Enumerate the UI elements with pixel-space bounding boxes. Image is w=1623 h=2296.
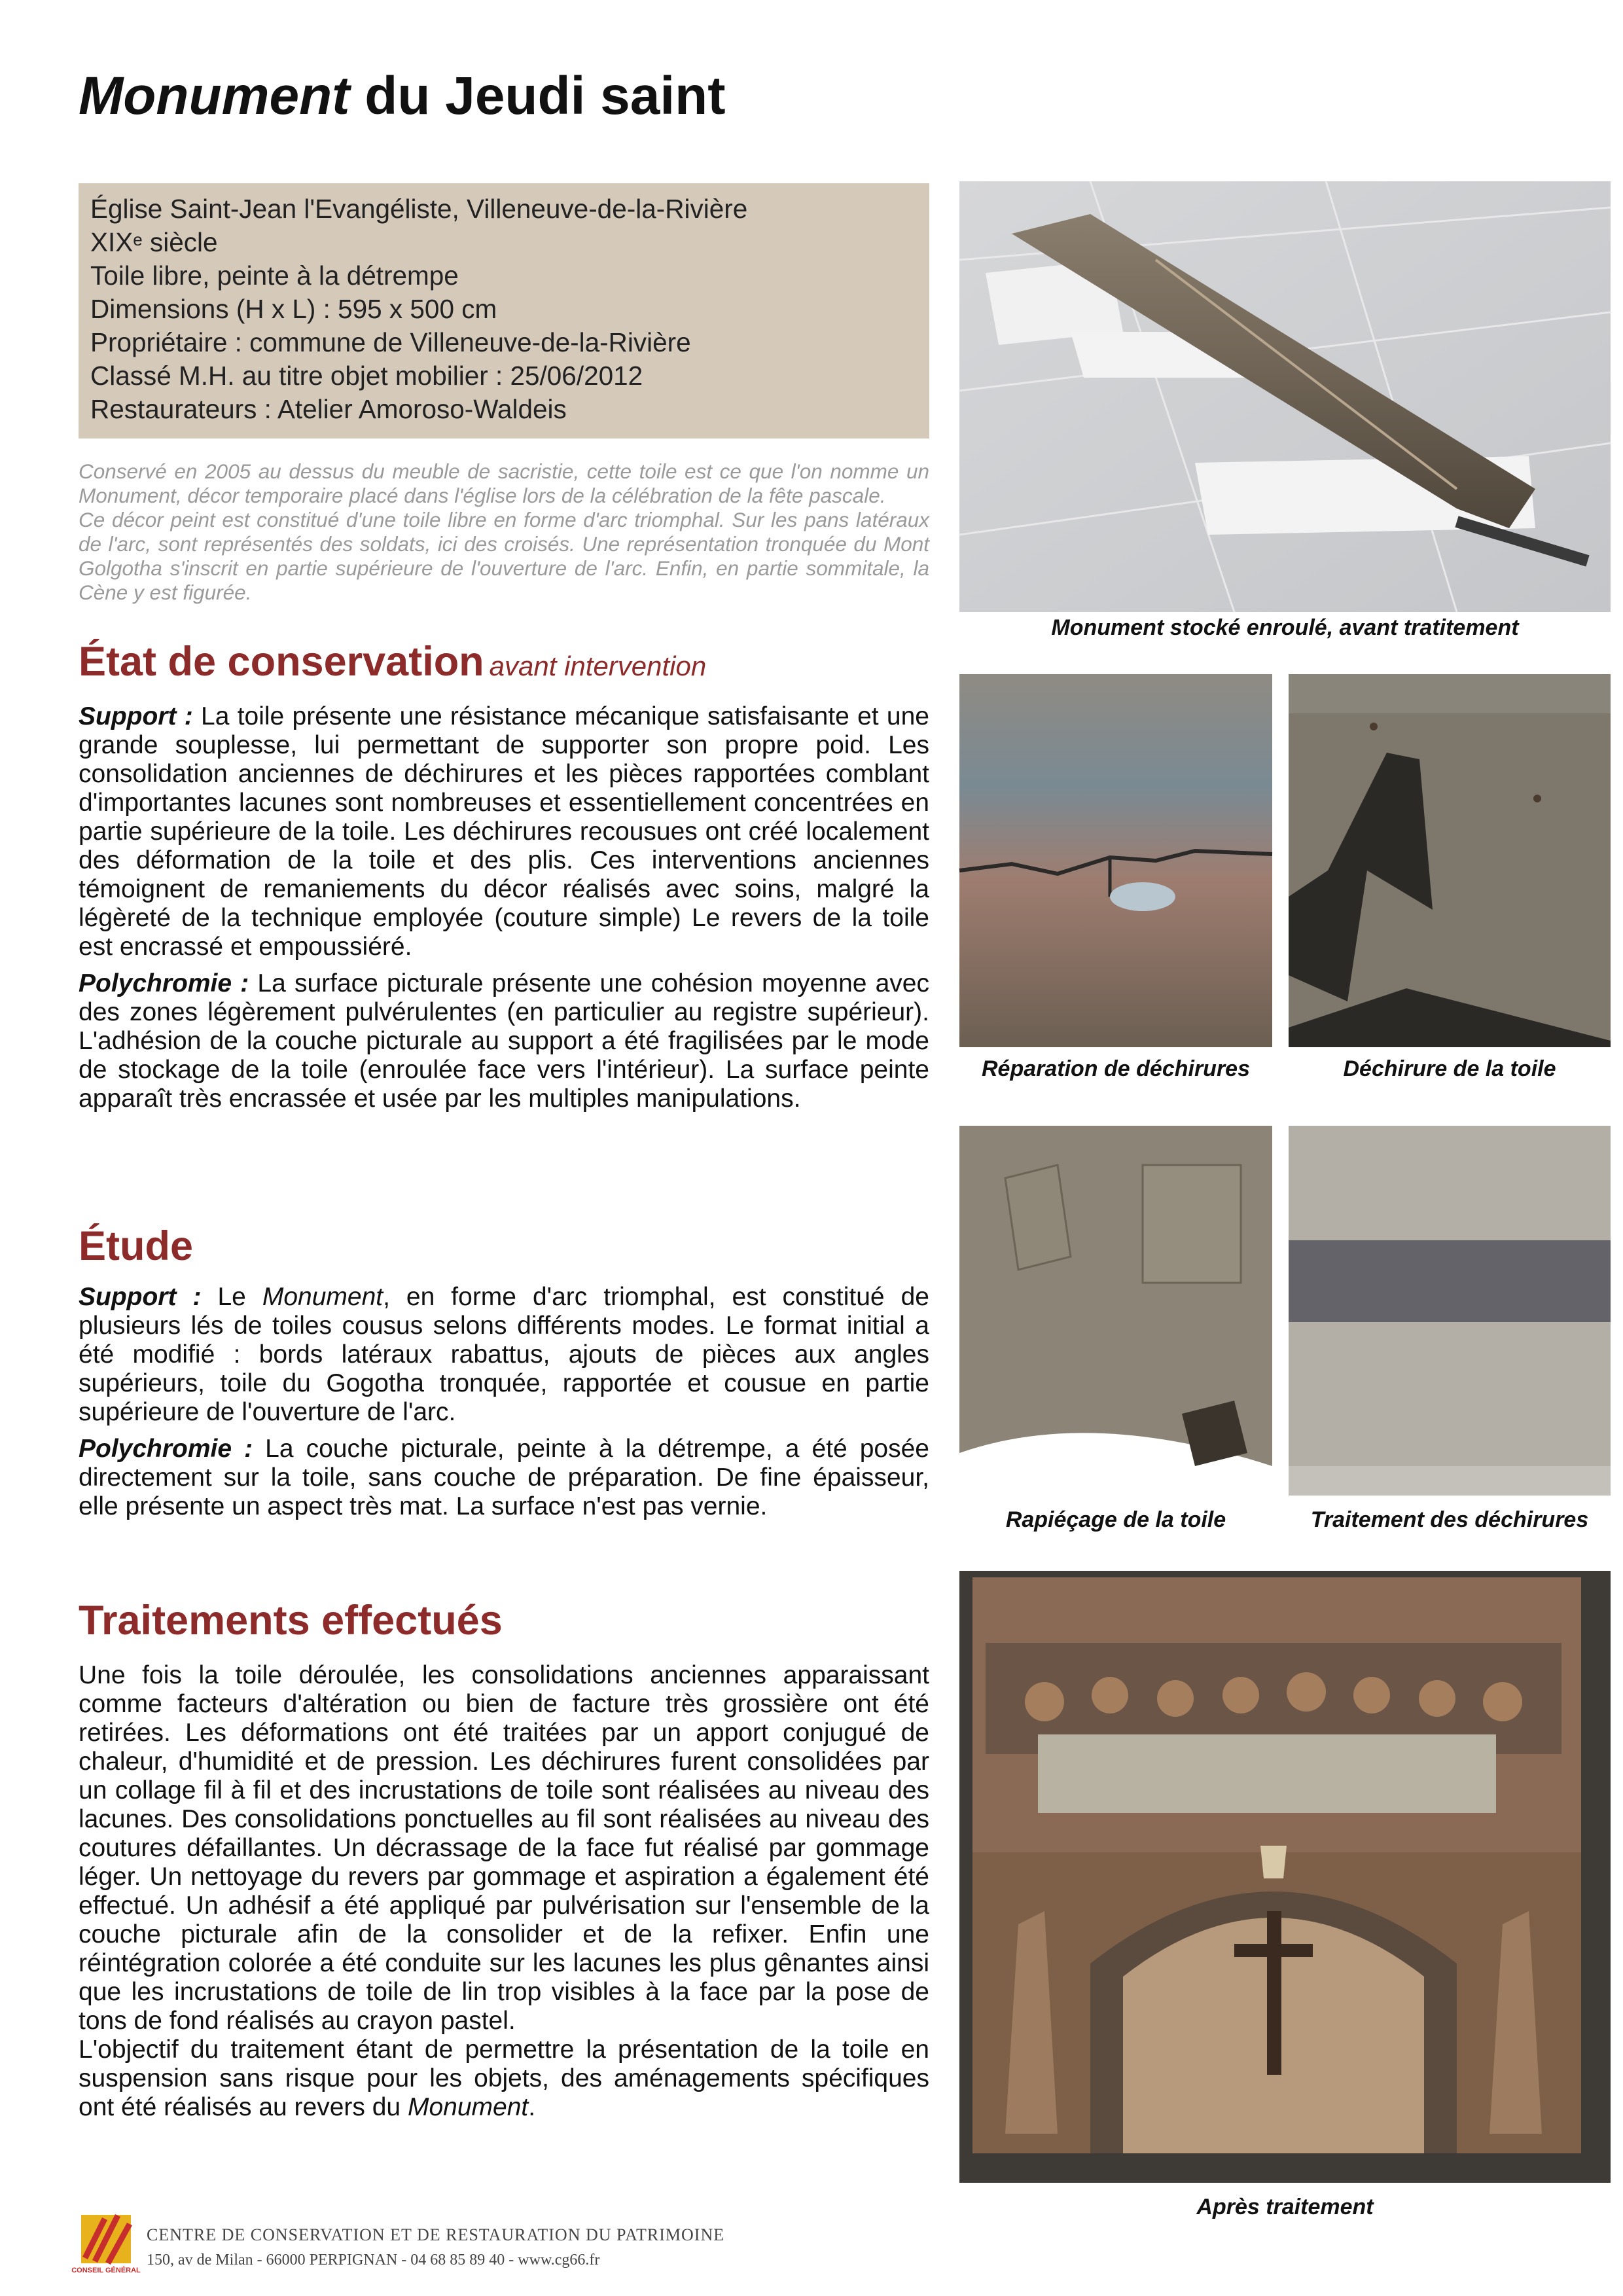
info-century: XIXe siècle [90,227,218,257]
footer-address: 150, av de Milan - 66000 PERPIGNAN - 04 68 85 89 40 - www.cg66.fr [147,2251,600,2269]
etat-support: Support : La toile présente une résistance mécanique satisfaisante et une grande souplesse, lui permettant de supporter son propre poid. Les consolidation anciennes de déchirures et les pièces rapportées comblant d'importantes lacunes sont nombreuses et essentiellement concentrées en partie supérieure de la toile. Les déchirures recousues ont créé localement des déformation de la toile et des plis. Ces interventions anciennes témoignent de remaniements du décor réalisés avec soins, malgré la légèreté de la technique employée (couture simple) Le revers de la toile est encrassé et empoussiéré. [79,702,929,961]
etude-polychromie: Polychromie : La couche picturale, peinte à la détrempe, a été posée directement sur la toile, sans couche de préparation. De fine épaisseur, elle présente un aspect très mat. La surface n'est pas vernie. [79,1435,929,1520]
intro-text [79,459,929,605]
traitements-paragraph: Une fois la toile déroulée, les consolidations anciennes apparaissant comme facteurs d'altération ou bien de facture très grossière ont été retirées. Les déformations ont été traitées par un apport conjugué de chaleur, d'humidité et de pression. Les déchirures furent consolidées par un collage fil à fil et des incrustations de toile sont réalisées au niveau des lacunes. Des consolidations ponctuelles au fil sont réalisées au niveau des coutures défaillantes. Un décrassage de la face fut réalisé par gommage léger. Un nettoyage du revers par gommage et aspiration a également été effectué. Un adhésif a été appliqué par pulvérisation sur l'ensemble de la couche picturale afin de la consolider et de la refixer. Enfin une réintégration colorée a été conduite sur les lacunes les plus gênantes ainsi que les incrustations de toile de lin trop visibles à la face par la pose de tons de fond réalisés au crayon pastel. [79,1661,929,2035]
caption-repair: Réparation de déchirures [981,1056,1250,1081]
info-box [79,183,929,439]
photo-repair-tears [959,674,1272,1047]
caption-rolled: Monument stocké enroulé, avant tratitement [1051,615,1519,640]
etat-polychromie: Polychromie : La surface picturale présente une cohésion moyenne avec des zones légèrement pulvérulentes (en particulier au registre supérieur). L'adhésion de la couche picturale au support a été fragilisées par le mode de stockage de la toile (enroulée face vers l'intérieur). La surface peinte apparaît très encrassée et usée par les multiples manipulations. [79,969,929,1113]
footer-org: CENTRE DE CONSERVATION ET DE RESTAURATION DU PATRIMOINE [147,2225,725,2244]
intro-paragraph: Conservé en 2005 au dessus du meuble de sacristie, cette toile est ce que l'on nomme un Monument, décor temporaire placé dans l'église lors de la célébration de la fête pascale. [79,459,929,507]
photo-after-treatment [959,1571,1611,2183]
footer [71,2212,864,2291]
caption-tear: Déchirure de la toile [1343,1056,1556,1081]
page-title: Monument du Jeudi saint [79,66,726,126]
info-owner: Propriétaire : commune de Villeneuve-de-la-Rivière [90,327,691,357]
traitements-text [79,1661,929,2122]
intro-paragraph: Ce décor peint est constitué d'une toile libre en forme d'arc triomphal. Sur les pans latéraux de l'arc, sont représentés des soldats, ici des croisés. Une représentation tronquée du Mont Golgotha s'inscrit en partie supérieure de l'ouverture de l'arc. Enfin, en partie sommitale, la Cène y est figurée. [79,508,929,604]
info-dimensions: Dimensions (H x L) : 595 x 500 cm [90,294,497,324]
info-restorers: Restaurateurs : Atelier Amoroso-Waldeis [90,394,567,424]
photo-patching [959,1126,1272,1496]
heading-etude: Étude [79,1223,194,1269]
etat-text [79,702,929,1113]
photo-tear [1289,674,1611,1047]
info-church: Église Saint-Jean l'Evangéliste, Villeneuve-de-la-Rivière [90,194,748,224]
logo-text: CONSEIL GÉNÉRAL [71,2267,141,2274]
caption-patch: Rapiéçage de la toile [1005,1507,1226,1532]
logo [71,2212,141,2280]
info-technique: Toile libre, peinte à la détrempe [90,260,459,291]
photo-treatment-tears [1289,1126,1611,1496]
photo-rolled-canvas [959,181,1611,612]
heading-traitements: Traitements effectués [79,1598,503,1643]
caption-after: Après traitement [1196,2195,1374,2219]
traitements-objective: L'objectif du traitement étant de permettre la présentation de la toile en suspension sans risque pour les objets, des aménagements spécifiques ont été réalisés au revers du Monument. [79,2036,929,2121]
caption-treat: Traitement des déchirures [1310,1507,1589,1532]
etude-text [79,1283,929,1521]
etude-support: Support : Le Monument, en forme d'arc triomphal, est constitué de plusieurs lés de toiles cousus selons différents modes. Le format initial a été modifié : bords latéraux rabattus, ajouts de pièces aux angles supérieurs, toile du Gogotha tronquée, rapportée et cousue en partie supérieure de l'ouverture de l'arc. [79,1283,929,1426]
heading-etat: État de conservation avant intervention [79,639,707,685]
info-classification: Classé M.H. au titre objet mobilier : 25/06/2012 [90,361,643,391]
